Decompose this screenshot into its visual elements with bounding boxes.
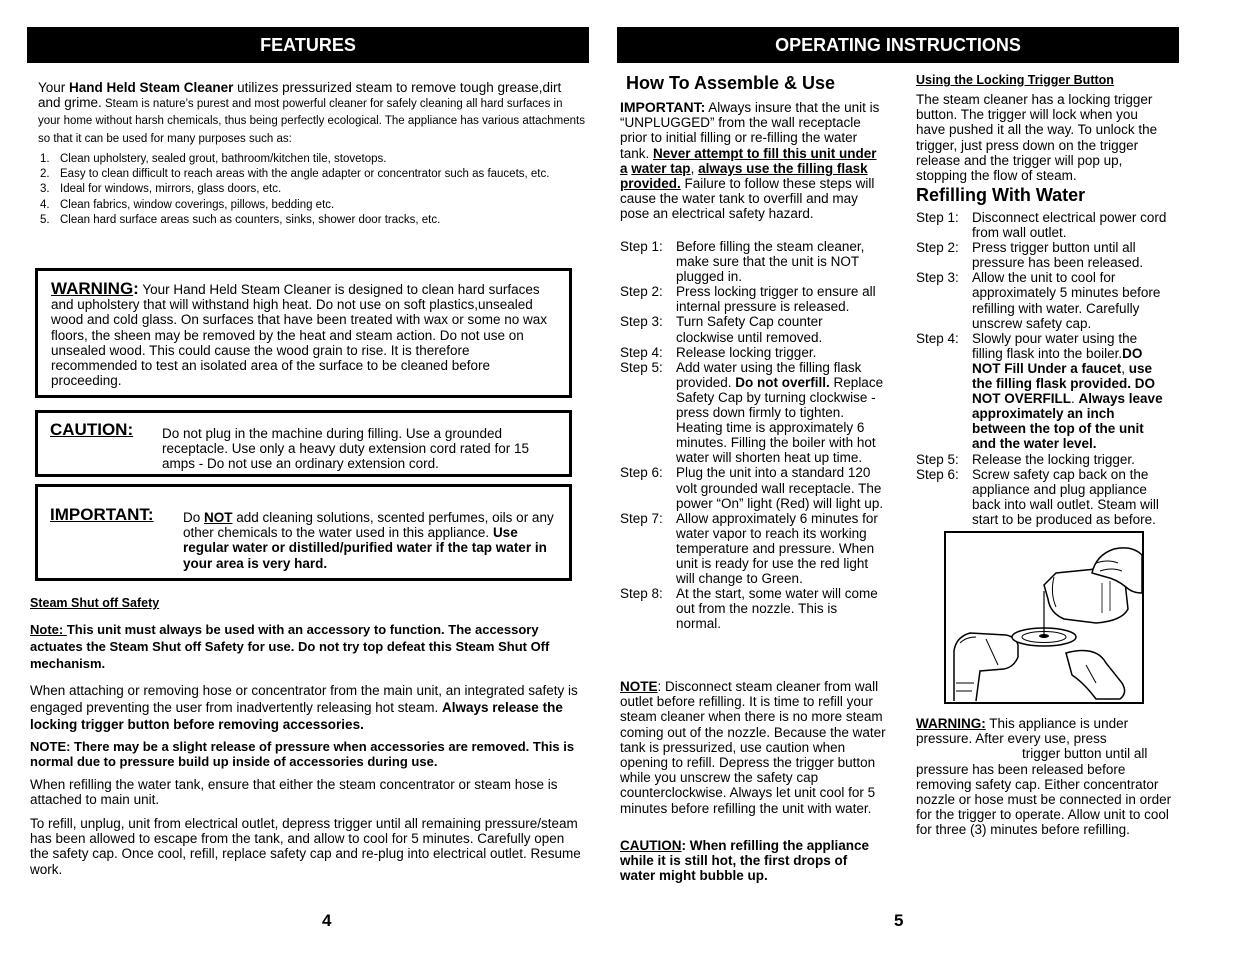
page-number-left: 4 [322,911,332,930]
refill-title: Refilling With Water [916,185,1086,205]
list-item: Step 5: Release the locking trigger. [916,451,1135,467]
list-item: Step 5: Add water using the filling flask provided. Do not overfill. Replace Safety Cap by turning clockwise - press down firmly to tighten. Heating time is approximately 6 minutes. Filling the boiler with hot water will shorten heat up time. [620,359,884,466]
shutoff-title: Steam Shut off Safety [30,596,160,610]
para-refill-steps: To refill, unplug, unit from electrical outlet, depress trigger until all remaining pressure/steam has been allowed to escape from the tank, and allow to cool for 5 minutes. Carefully open the safety cap. Once cool, refill, replace safety cap and re-plug into electrical outlet. Resume work. [30,816,581,877]
para-refill-tank: When refilling the water tank, ensure that either the steam concentrator or steam hose is attached to main unit. [30,777,558,808]
caution-box: CAUTION: Do not plug in the machine during filling. Use a grounded receptacle. Use only a heavy duty extension cord rated for 15 amps - Do not use an ordinary extension cord. [35,410,572,477]
refill-steps [916,210,1170,527]
operating-header: OPERATING INSTRUCTIONS [617,27,1179,63]
important-text: Do NOT add cleaning solutions, scented perfumes, oils or any other chemicals to the water used in this appliance. Use regular water or distilled/purified water if the tap water in your area is very hard. [183,510,554,571]
list-item: Step 2: Press locking trigger to ensure all internal pressure is released. [620,284,876,315]
list-item: Step 6: Plug the unit into a standard 120 volt grounded wall receptacle. The power “On” light (Red) will light up. [620,465,884,511]
list-item: Step 6: Screw safety cap back on the appliance and plug appliance back into wall outlet. Steam will start to be produced as before. [916,466,1159,527]
list-item: Step 3: Allow the unit to cool for approximately 5 minutes before refilling with water. Carefully unscrew safety cap. [916,270,1161,331]
note-shutoff: Note: This unit must always be used with an accessory to function. The accessory actuates the Steam Shut off Safety for use. Do not try top defeat this Steam Shut Off mechanism. [30,622,550,671]
para-attach: When attaching or removing hose or concentrator from the main unit, an integrated safety is engaged preventing the user from inadvertently releasing hot steam. Always release the locking trigger button before removing accessories. [30,683,578,732]
list-item: 1. Clean upholstery, sealed grout, bathroom/kitchen tile, stovetops. [40,153,387,165]
caution-label: CAUTION [50,420,128,439]
list-item: Step 2: Press trigger button until all pressure has been released. [916,240,1144,271]
page-number-right: 5 [894,911,904,930]
list-item: Step 3: Turn Safety Cap counter clockwise until removed. [620,314,823,345]
warning-box: WARNING: Your Hand Held Steam Cleaner is designed to clean hard surfaces and upholstery that will withstand high heat. Do not use on soft plastics,unsealed wood and cold glass. On surfaces that have been treated with wax or some no wax floors, the sheen may be removed by the heat and steam action. Do not use on unsealed wood. This could cause the wood grain to rise. It is therefore recommended to test an isolated area of the surface to be cleaned before proceeding. [35,268,572,398]
list-item: Step 8: At the start, some water will come out from the nozzle. This is normal. [620,586,878,632]
flask-pouring-illustration [946,533,1142,702]
features-intro: Your Hand Held Steam Cleaner utilizes pressurized steam to remove tough grease,dirt and grime. Steam is nature’s purest and most powerful cleaner for safely cleaning all hard surfaces in your home without harsh chemicals, thus being perfectly ecological. The appliance has various attachments so that it can be used for many purposes such as: [38,80,585,145]
list-item: Step 4: Slowly pour water using the filling flask into the boiler.DO NOT Fill Under a faucet, use the filling flask provided. DO NOT OVERFILL. Always leave approximately an inch between the top of the unit and the water level. [916,330,1163,452]
list-item: 3. Ideal for windows, mirrors, glass doors, etc. [40,183,282,196]
lock-title: Using the Locking Trigger Button [916,73,1114,87]
list-item: Step 7: Allow approximately 6 minutes for water vapor to reach its working temperature and pressure. When unit is ready for use the red light will change to Green. [620,510,878,587]
important-box: IMPORTANT: Do NOT add cleaning solutions, scented perfumes, oils or any other chemicals to the water used in this appliance. Use regular water or distilled/purified water if the tap water in your area is very hard. [35,484,572,581]
refill-warning: WARNING: This appliance is under pressure. After every use, press trigger button until all pressure has been released before removing safety cap. Either concentrator nozzle or hose must be connected in order for the trigger to operate. Allow unit to cool for three (3) minutes before refilling. [916,716,1172,838]
lock-text: The steam cleaner has a locking trigger button. The trigger will lock when you have pushed it all the way. To unlock the trigger, just press down on the trigger release and the trigger will pop up, stopping the flow of steam. [916,92,1158,184]
list-item: 2. Easy to clean difficult to reach areas with the angle adapter or concentrator such as faucets, etc. [40,168,550,181]
important-label: IMPORTANT [50,505,148,524]
list-item: Step 1: Disconnect electrical power cord from wall outlet. [916,210,1167,241]
assemble-important: IMPORTANT: Always insure that the unit is “UNPLUGGED” from the wall receptacle prior to initial filling or re-filling the water tank. Never attempt to fill this unit under a water tap, always use the filling flask provided. Failure to follow these steps will cause the water tank to overfill and may pose an electrical safety hazard. [620,99,880,222]
caution-text: Do not plug in the machine during filling. Use a grounded receptacle. Use only a heavy duty extension cord rated for 15 amps - Do not use an ordinary extension cord. [162,426,529,472]
assemble-note: NOTE: Disconnect steam cleaner from wall outlet before refilling. It is time to refill your steam cleaner when there is no more steam coming out of the nozzle. Because the water tank is pressurized, use caution when opening to refill. Depress the trigger button while you unscrew the safety cap counterclockwise. Always let unit cool for 5 minutes before refilling the unit with water. [620,679,886,816]
assemble-title: How To Assemble & Use [626,73,836,93]
warning-label: WARNING [51,279,134,298]
features-list [40,152,560,228]
assemble-steps [620,239,884,631]
assemble-caution: CAUTION: When refilling the appliance while it is still hot, the first drops of water might bubble up. [620,838,870,884]
list-item: Step 4: Release locking trigger. [620,344,817,360]
list-item: 4. Clean fabrics, window coverings, pillows, bedding etc. [40,198,335,211]
features-header: FEATURES [27,27,589,63]
list-item: 5. Clean hard surface areas such as counters, sinks, shower door tracks, etc. [40,213,441,226]
refill-illustration [944,531,1144,704]
note-pressure: NOTE: There may be a slight release of pressure when accessories are removed. This is normal due to pressure build up inside of accessories during use. [30,739,575,770]
list-item: Step 1: Before filling the steam cleaner, make sure that the unit is NOT plugged in. [620,239,865,285]
